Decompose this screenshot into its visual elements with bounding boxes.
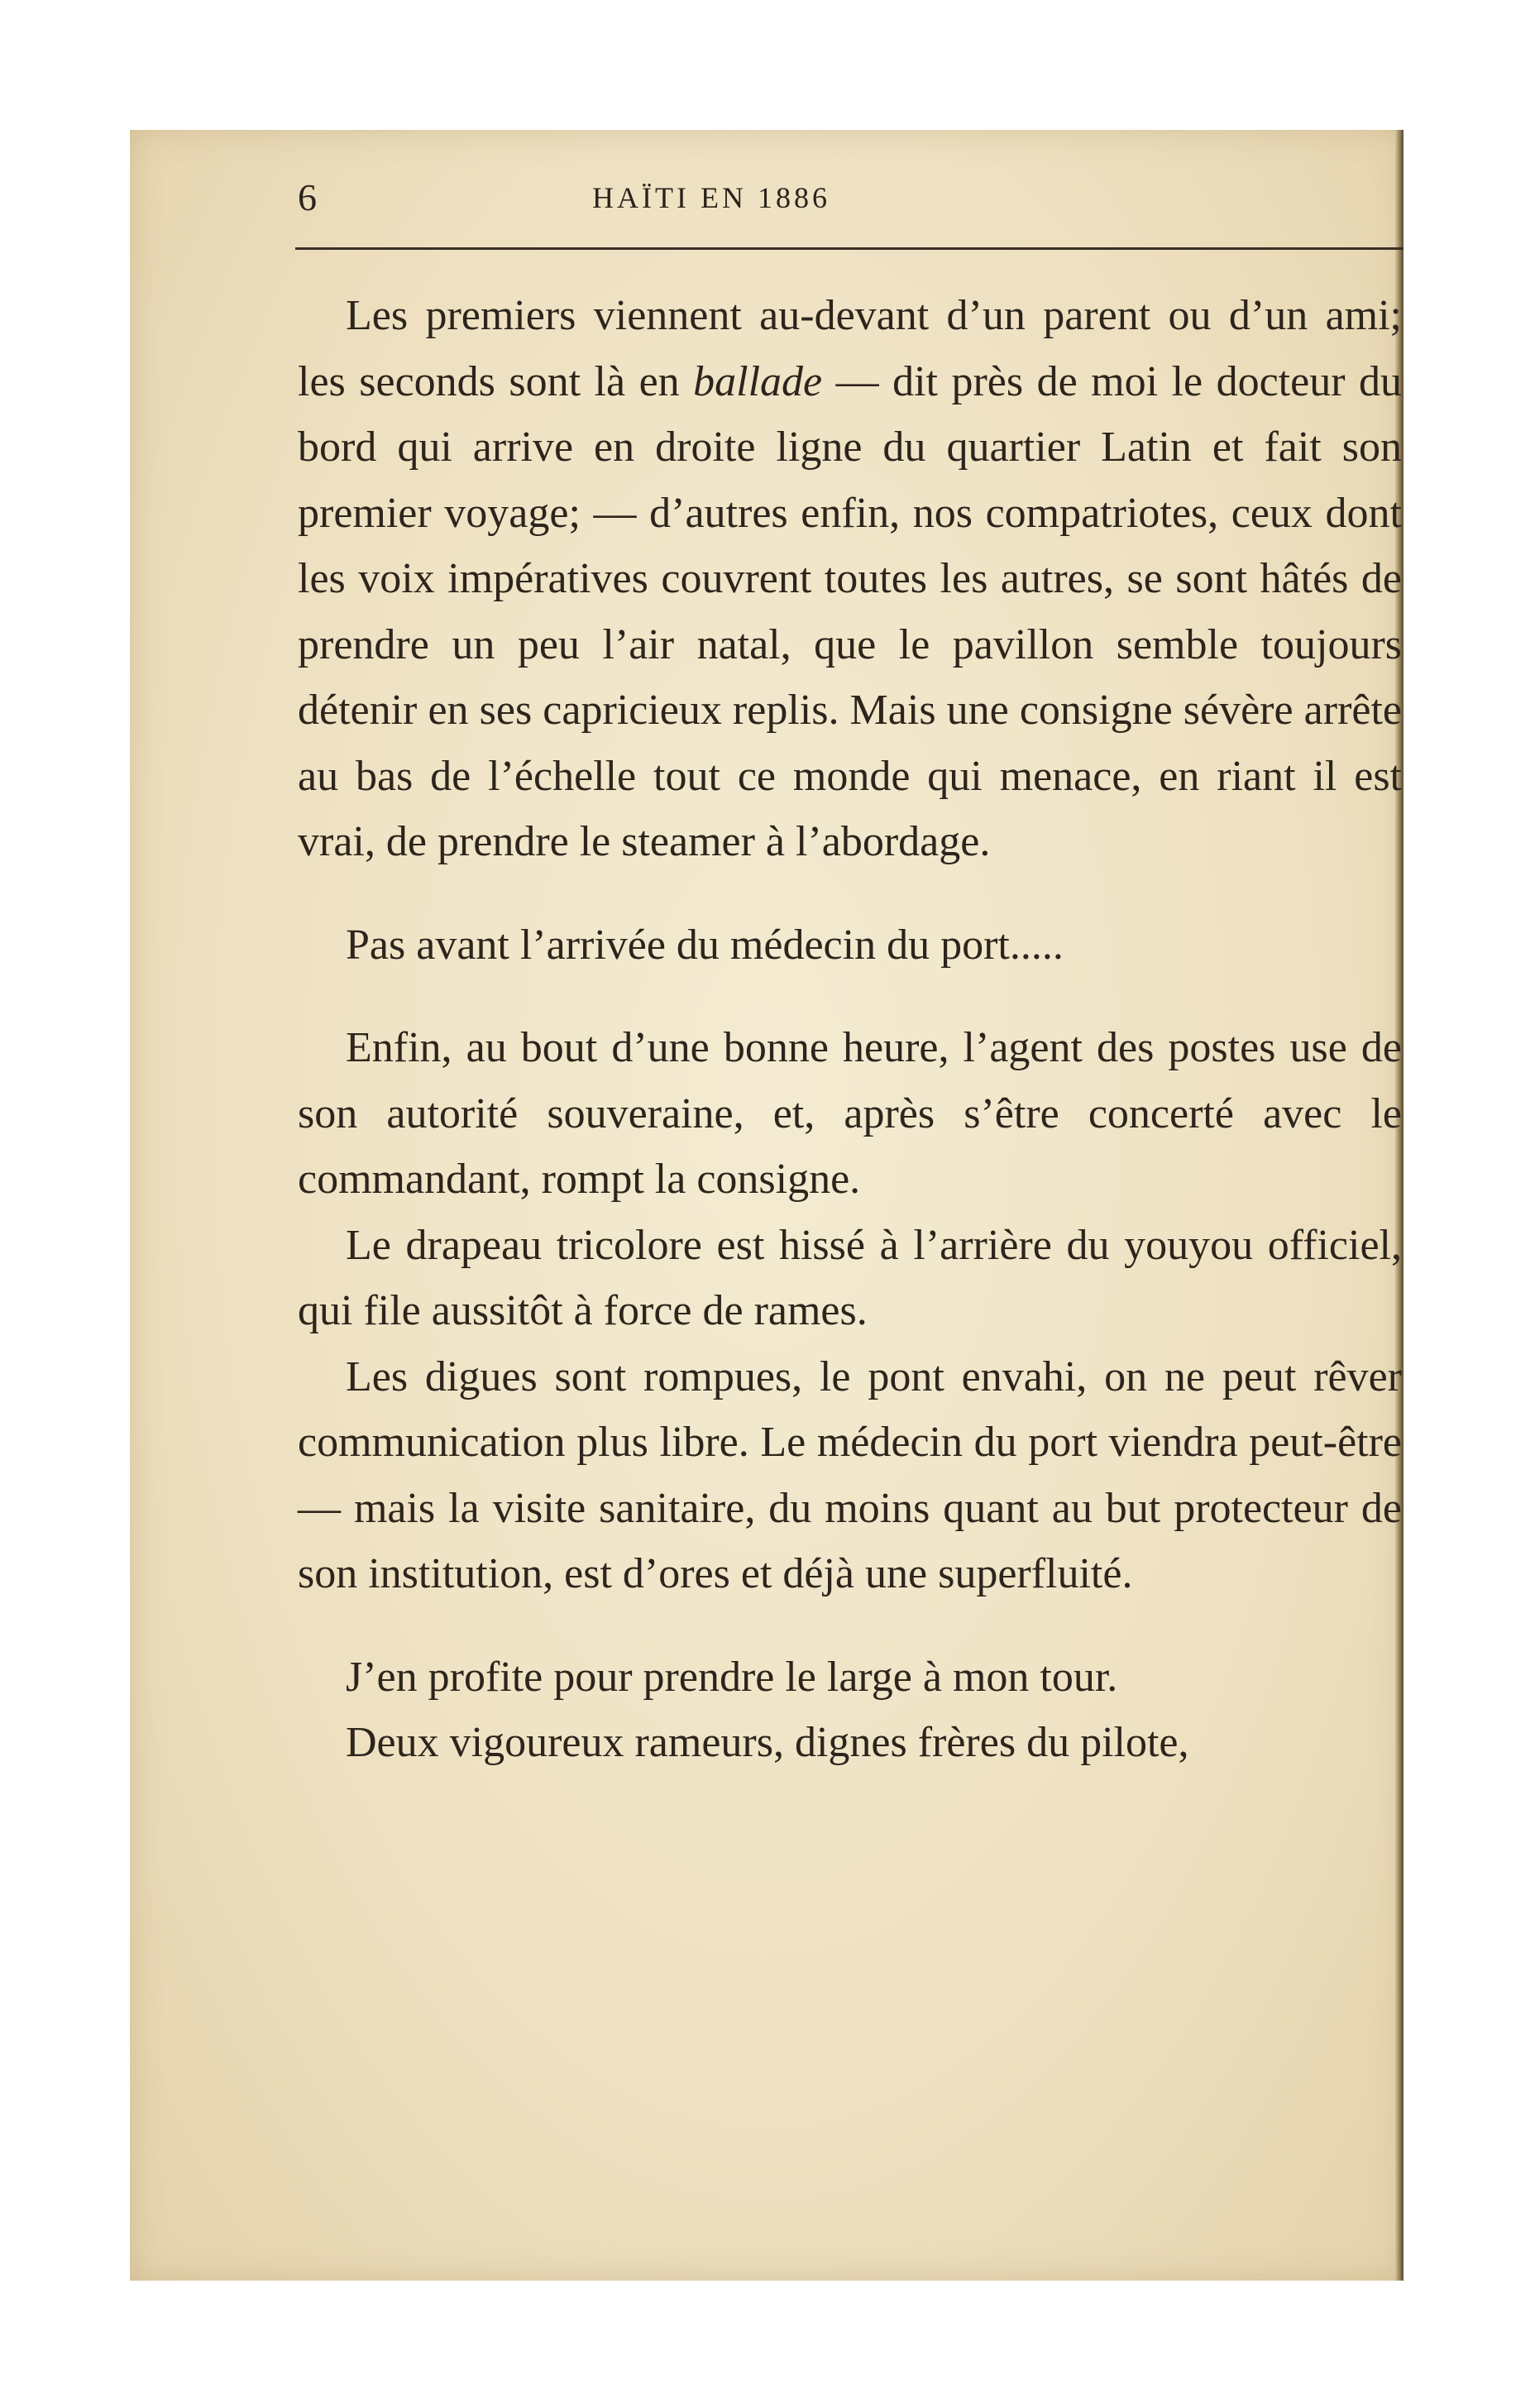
paragraph-1-text-b: — dit près de moi le docteur du bord qui arrive en droite ligne du quartier Latin et fait son premier voyage; — d’autres enfin, nos compatriotes, ceux dont les voix impératives couvrent toutes les autres, se sont hâtés de prendre un peu l’air natal, que le pavillon semble toujours détenir en ses capricieux replis. Mais une consigne sévère arrête au bas de l’échelle tout ce monde qui menace, en riant il est vrai, de prendre le steamer à l’abordage. (298, 357, 1403, 865)
paragraph-1 (298, 283, 1402, 875)
paragraph-5: Les digues sont rompues, le pont envahi, on ne peut rêver communication plus libre. Le médecin du port viendra peut-être — mais la visite sanitaire, du moins quant au but protecteur de son institution, est d’ores et déjà une superfluité. (298, 1352, 1402, 1597)
paragraph-6: J’en profite pour prendre le large à mon tour. (346, 1653, 1118, 1701)
paragraph-4: Le drapeau tricolore est hissé à l’arrière du youyou officiel, qui file aussitôt à force de rames. (298, 1221, 1402, 1334)
paragraph-7: Deux vigoureux rameurs, dignes frères du pilote, (346, 1719, 1189, 1766)
book-title: HAÏTI EN 1886 (592, 181, 830, 214)
paragraph-3: Enfin, au bout d’une bonne heure, l’agent des postes use de son autorité souveraine, et, après s’être concerté avec le commandant, rompt la consigne. (298, 1024, 1402, 1203)
italic-word: ballade (693, 357, 823, 405)
paragraph-1-text-a: Les premiers viennent au-devant d’un parent ou d’un ami; les seconds sont là en (298, 292, 1402, 405)
page-number: 6 (298, 176, 317, 218)
book-page (130, 130, 1403, 2281)
header-rule (295, 247, 1403, 250)
paragraph-2: Pas avant l’arrivée du médecin du port..... (346, 921, 1064, 969)
running-head (298, 175, 1403, 233)
body-text (298, 283, 1402, 1776)
